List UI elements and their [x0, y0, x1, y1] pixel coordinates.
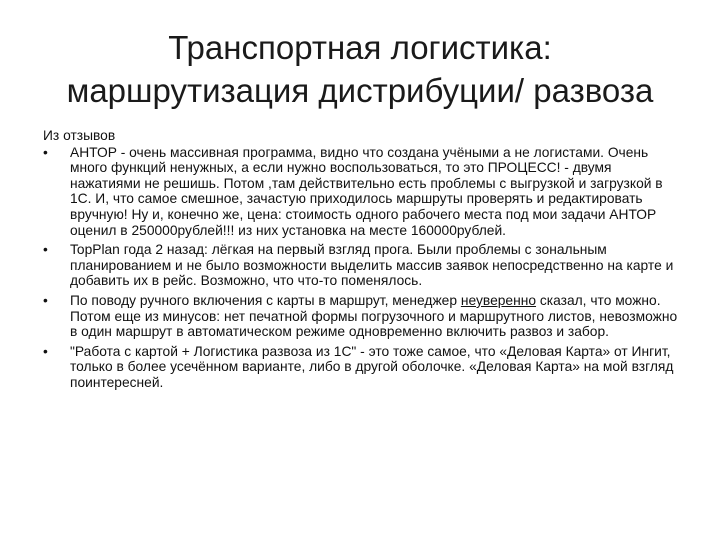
review-item-manual-inclusion — [43, 293, 683, 340]
slide-title-line-1: Транспортная логистика: — [168, 29, 552, 66]
slide-title-line-2: маршрутизация дистрибуции/ развоза — [66, 72, 654, 109]
bullet-icon: • — [43, 292, 48, 308]
review-text-before: По поводу ручного включения с карты в маршрут, менеджер — [70, 292, 461, 308]
bullet-icon: • — [43, 144, 48, 160]
review-list — [43, 145, 683, 391]
review-text-after: сказал, что можно. Потом еще из минусов: нет печатной формы погрузочного и маршрутного листов, невозможно в один маршрут в автоматическом режиме одновременно включить развоз и забор. — [70, 292, 678, 340]
review-item-topplan — [43, 242, 683, 289]
slide-content — [43, 128, 683, 395]
review-item-antor — [43, 145, 683, 239]
intro-text: Из отзывов — [43, 128, 116, 143]
review-text: "Работа с картой + Логистика развоза из 1С" - это тоже самое, что «Деловая Карта» от Ингит, только в более усечённом варианте, либо в другой оболочке. «Деловая Карта» на мой взгляд поинтересней. — [70, 343, 674, 390]
review-text-underlined: неуверенно — [460, 292, 537, 308]
review-text: АНТОР - очень массивная программа, видно что создана учёными а не логистами. Очень много функций ненужных, а если нужно воспользоваться, то это ПРОЦЕСС! - двумя нажатиями не решишь. Потом ,там действительно есть проблемы с выгрузкой и загрузкой в 1С. И, что самое смешное, зачастую приходилось маршруты проверять и редактировать вручную! Ну и, конечно же, цена: стоимость одного рабочего места под мои задачи АНТОР оценил в 250000рублей!!! из них установка на месте 160000рублей. — [70, 144, 663, 238]
slide-title — [40, 26, 680, 112]
bullet-icon: • — [43, 242, 48, 258]
bullet-icon: • — [43, 343, 48, 359]
review-text: TopPlan года 2 назад: лёгкая на первый взгляд прога. Были проблемы с зональным планированием и не было возможности выделить массив заявок непосредственно на карте и добавить их в рейс. Возможно, что что-то поменялось. — [70, 242, 674, 289]
review-item-1c-logistics — [43, 344, 683, 391]
